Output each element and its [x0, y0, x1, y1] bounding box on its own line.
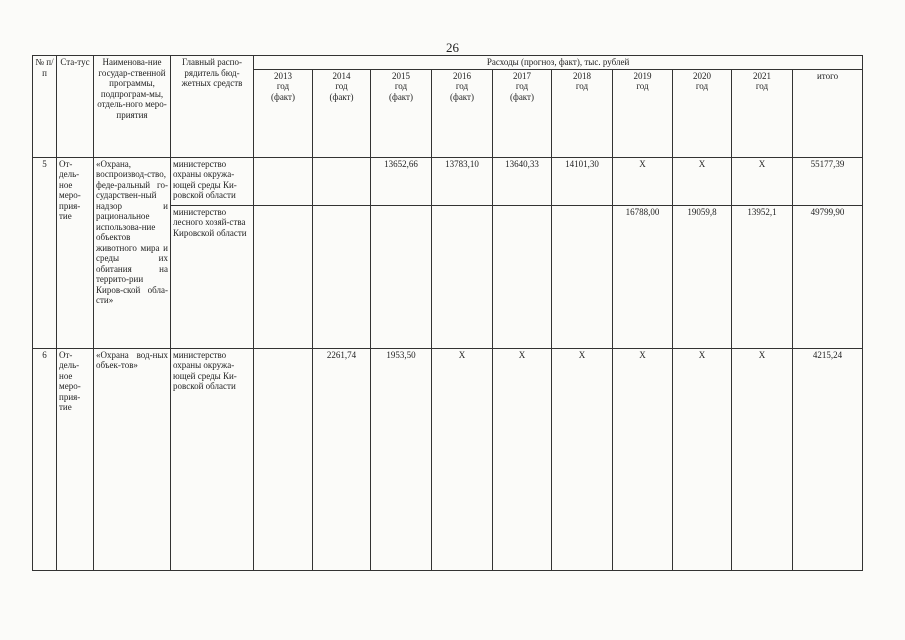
row-status: От-дель-ное меро-прия-тие: [57, 348, 94, 570]
value-cell: 14101,30: [552, 157, 613, 205]
header-year: 2020 год: [673, 69, 732, 157]
header-total: итого: [793, 69, 863, 157]
header-year: 2017 год (факт): [493, 69, 552, 157]
table-row: [33, 348, 863, 570]
value-cell: [493, 205, 552, 348]
value-cell: Х: [732, 348, 793, 570]
total-cell: 4215,24: [793, 348, 863, 570]
header-distributor: Главный распо-рядитель бюд-жетных средств: [171, 56, 254, 158]
header-year: 2015 год (факт): [371, 69, 432, 157]
total-cell: 55177,39: [793, 157, 863, 205]
value-cell: 2261,74: [313, 348, 371, 570]
value-cell: 1953,50: [371, 348, 432, 570]
value-cell: 13783,10: [432, 157, 493, 205]
value-cell: Х: [732, 157, 793, 205]
value-cell: Х: [432, 348, 493, 570]
row-name: «Охрана вод-ных объек-тов»: [94, 348, 171, 570]
value-cell: 13952,1: [732, 205, 793, 348]
row-distributor: министерство лесного хозяй-ства Кировской области: [171, 205, 254, 348]
row-distributor: министерство охраны окружа-ющей среды Ки-ровской области: [171, 348, 254, 570]
value-cell: 16788,00: [613, 205, 673, 348]
value-cell: Х: [613, 348, 673, 570]
row-name: «Охрана, воспроизвод-ство, феде-ральный го-сударствен-ный надзор и рациональное использова-ние объектов животного мира и среды их обитания на террито-рии Киров-ской обла-сти»: [94, 157, 171, 348]
value-cell: [552, 205, 613, 348]
value-cell: Х: [673, 157, 732, 205]
total-cell: 49799,90: [793, 205, 863, 348]
header-year: 2013 год (факт): [254, 69, 313, 157]
header-year: 2018 год: [552, 69, 613, 157]
table-row: [33, 157, 863, 205]
value-cell: Х: [673, 348, 732, 570]
value-cell: [371, 205, 432, 348]
row-status: От-дель-ное меро-прия-тие: [57, 157, 94, 348]
value-cell: Х: [552, 348, 613, 570]
value-cell: 13652,66: [371, 157, 432, 205]
row-num: 6: [33, 348, 57, 570]
budget-table: [32, 55, 863, 571]
header-name: Наименова-ние государ-ственной программы, подпрограм-мы, отдель-ного меро-приятия: [94, 56, 171, 158]
header-status: Ста-тус: [57, 56, 94, 158]
header-num: № п/п: [33, 56, 57, 158]
value-cell: [432, 205, 493, 348]
value-cell: Х: [613, 157, 673, 205]
value-cell: 19059,8: [673, 205, 732, 348]
value-cell: Х: [493, 348, 552, 570]
header-year: 2016 год (факт): [432, 69, 493, 157]
value-cell: [313, 157, 371, 205]
value-cell: [313, 205, 371, 348]
row-distributor: министерство охраны окружа-ющей среды Ки-ровской области: [171, 157, 254, 205]
row-num: 5: [33, 157, 57, 348]
header-year: 2019 год: [613, 69, 673, 157]
header-expenses: Расходы (прогноз, факт), тыс. рублей: [254, 56, 863, 70]
value-cell: [254, 157, 313, 205]
header-year: 2014 год (факт): [313, 69, 371, 157]
value-cell: 13640,33: [493, 157, 552, 205]
page-number: 26: [446, 40, 459, 55]
value-cell: [254, 348, 313, 570]
header-year: 2021 год: [732, 69, 793, 157]
value-cell: [254, 205, 313, 348]
